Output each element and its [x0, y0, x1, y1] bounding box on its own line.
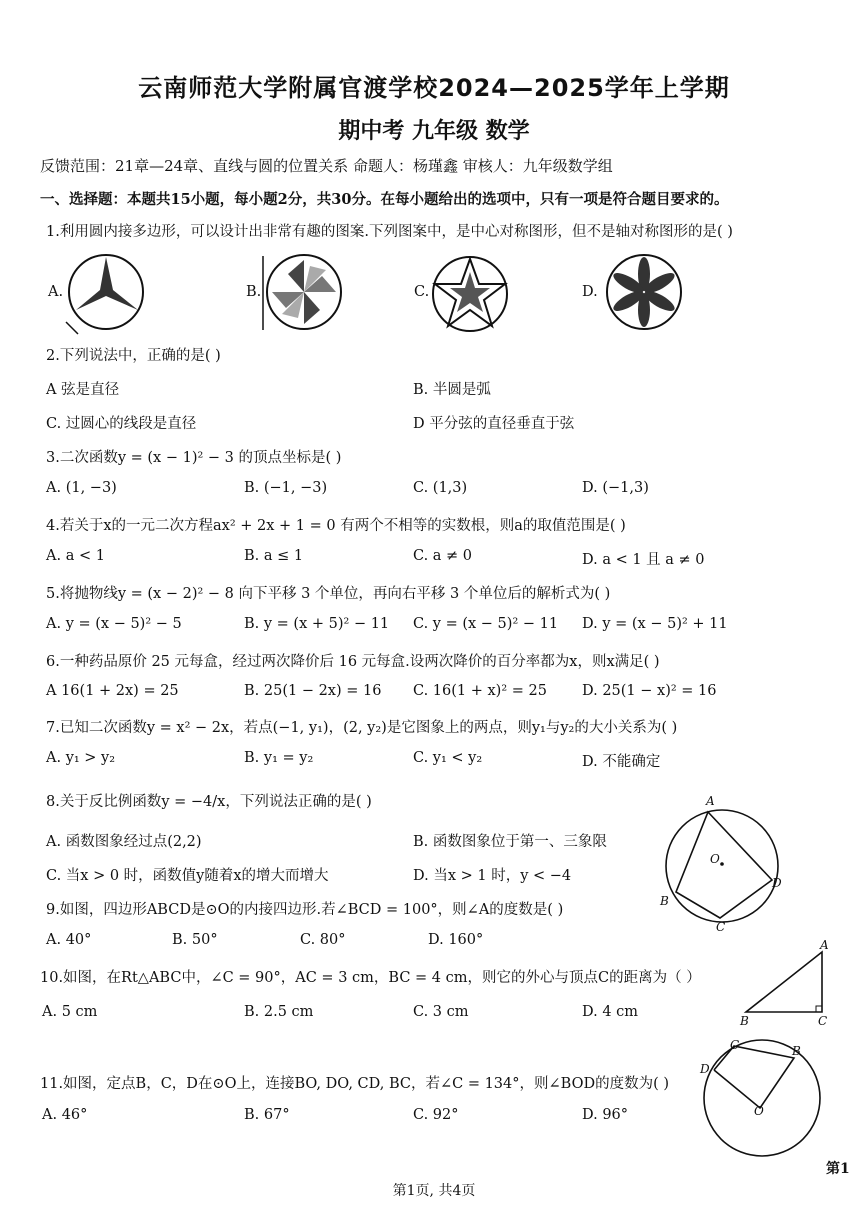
q1-figure-b	[262, 252, 344, 334]
q11-label-b: B	[792, 1044, 801, 1058]
option-label: C. 92°	[413, 1107, 459, 1123]
option-label: C. 80°	[300, 932, 346, 948]
q10-label-c: C	[818, 1014, 828, 1028]
q9-label-c: C	[716, 920, 726, 934]
question-stem: 8.关于反比例函数y = −4/x，下列说法正确的是( )	[46, 794, 372, 810]
q11-label-c: C	[730, 1038, 740, 1052]
option-label: B. 2.5 cm	[244, 1004, 314, 1020]
option-label: B. (−1, −3)	[244, 480, 328, 496]
question-stem: 11.如图，定点B，C，D在⊙O上，连接BO, DO, CD, BC，若∠C = 134°，则∠BOD的度数为( )	[40, 1076, 670, 1092]
option-label: B.	[246, 284, 262, 300]
q9-label-o: O	[710, 852, 720, 866]
option-label: C. a ≠ 0	[413, 548, 473, 564]
option-label: B. 函数图象位于第一、三象限	[413, 834, 607, 850]
question-stem: 1.利用圆内接多边形，可以设计出非常有趣的图案.下列图案中，是中心对称图形，但不是轴对称图形的是( )	[46, 224, 733, 240]
option-label: D 平分弦的直径垂直于弦	[413, 416, 575, 432]
option-label: D. 不能确定	[582, 754, 661, 770]
option-label: A. a < 1	[46, 548, 105, 564]
option-label: C. y₁ < y₂	[413, 750, 483, 766]
option-label: D. 25(1 − x)² = 16	[582, 683, 717, 699]
q1-figure-a	[66, 252, 148, 334]
q10-figure	[740, 948, 830, 1018]
q9-label-a: A	[706, 794, 715, 808]
q9-label-b: B	[660, 894, 669, 908]
q11-label-d: D	[700, 1062, 710, 1076]
option-label: D. 160°	[428, 932, 484, 948]
q1-figure-c	[430, 254, 510, 334]
page-number: 第1页, 共4页	[392, 1183, 476, 1199]
question-stem: 6.一种药品原价 25 元每盒，经过两次降价后 16 元每盒.设两次降价的百分率都为x，则x满足( )	[46, 654, 660, 670]
option-label: A. 5 cm	[42, 1004, 98, 1020]
option-label: C. (1,3)	[413, 480, 468, 496]
option-label: C. 16(1 + x)² = 25	[413, 683, 547, 699]
option-label: A.	[48, 284, 64, 300]
option-label: C. 当x > 0 时，函数值y随着x的增大而增大	[46, 868, 329, 884]
option-label: A. 40°	[46, 932, 92, 948]
option-label: D. (−1,3)	[582, 480, 649, 496]
option-label: D. a < 1 且 a ≠ 0	[582, 552, 705, 568]
option-label: D.	[582, 284, 598, 300]
option-label: A. (1, −3)	[46, 480, 117, 496]
option-label: C. 3 cm	[413, 1004, 469, 1020]
q10-label-b: B	[740, 1014, 749, 1028]
question-stem: 2.下列说法中，正确的是( )	[46, 348, 221, 364]
question-stem: 7.已知二次函数y = x² − 2x，若点(−1, y₁)，(2, y₂)是它图象上的两点，则y₁与y₂的大小关系为( )	[46, 720, 678, 736]
option-label: D. 当x > 1 时，y < −4	[413, 868, 572, 884]
q11-label-o: O	[754, 1104, 764, 1118]
option-label: D. y = (x − 5)² + 11	[582, 616, 728, 632]
q1-figure-d	[604, 252, 684, 332]
option-label: B. 半圆是弧	[413, 382, 491, 398]
question-stem: 3.二次函数y = (x − 1)² − 3 的顶点坐标是( )	[46, 450, 342, 466]
option-label: A. y₁ > y₂	[46, 750, 116, 766]
option-label: D. 4 cm	[582, 1004, 639, 1020]
section-heading: 一、选择题：本题共15小题，每小题2分，共30分。在每小题给出的选项中，只有一项是符合题目要求的。	[40, 191, 729, 208]
option-label: A. y = (x − 5)² − 5	[46, 616, 182, 632]
question-stem: 10.如图，在Rt△ABC中，∠C = 90°，AC = 3 cm，BC = 4 cm，则它的外心与顶点C的距离为（ ）	[40, 970, 701, 986]
option-label: A. 46°	[42, 1107, 88, 1123]
option-label: B. 50°	[172, 932, 218, 948]
option-label: C. 过圆心的线段是直径	[46, 416, 197, 432]
option-label: B. y₁ = y₂	[244, 750, 314, 766]
option-label: B. 25(1 − 2x) = 16	[244, 683, 382, 699]
q9-label-d: D	[772, 876, 782, 890]
option-label: C. y = (x − 5)² − 11	[413, 616, 559, 632]
exam-title: 云南师范大学附属官渡学校2024—2025学年上学期	[138, 74, 730, 102]
option-label: B. a ≤ 1	[244, 548, 304, 564]
exam-meta: 反馈范围：21章—24章、直线与圆的位置关系 命题人：杨瑾鑫 审核人：九年级数学组	[40, 157, 613, 175]
option-label: A 弦是直径	[46, 382, 120, 398]
exam-subtitle: 期中考 九年级 数学	[338, 119, 530, 144]
question-stem: 4.若关于x的一元二次方程ax² + 2x + 1 = 0 有两个不相等的实数根，则a的取值范围是( )	[46, 518, 626, 534]
option-label: B. y = (x + 5)² − 11	[244, 616, 390, 632]
q11-figure	[700, 1036, 830, 1166]
option-label: A 16(1 + 2x) = 25	[46, 683, 179, 699]
page-corner-label: 第1	[826, 1161, 850, 1177]
option-label: B. 67°	[244, 1107, 290, 1123]
q10-label-a: A	[820, 938, 829, 952]
option-label: A. 函数图象经过点(2,2)	[46, 834, 202, 850]
question-stem: 5.将抛物线y = (x − 2)² − 8 向下平移 3 个单位，再向右平移 3 个单位后的解析式为( )	[46, 586, 611, 602]
option-label: D. 96°	[582, 1107, 629, 1123]
q9-figure	[656, 800, 786, 940]
option-label: C.	[414, 284, 430, 300]
question-stem: 9.如图，四边形ABCD是⊙O的内接四边形.若∠BCD = 100°，则∠A的度数是( )	[46, 902, 564, 918]
